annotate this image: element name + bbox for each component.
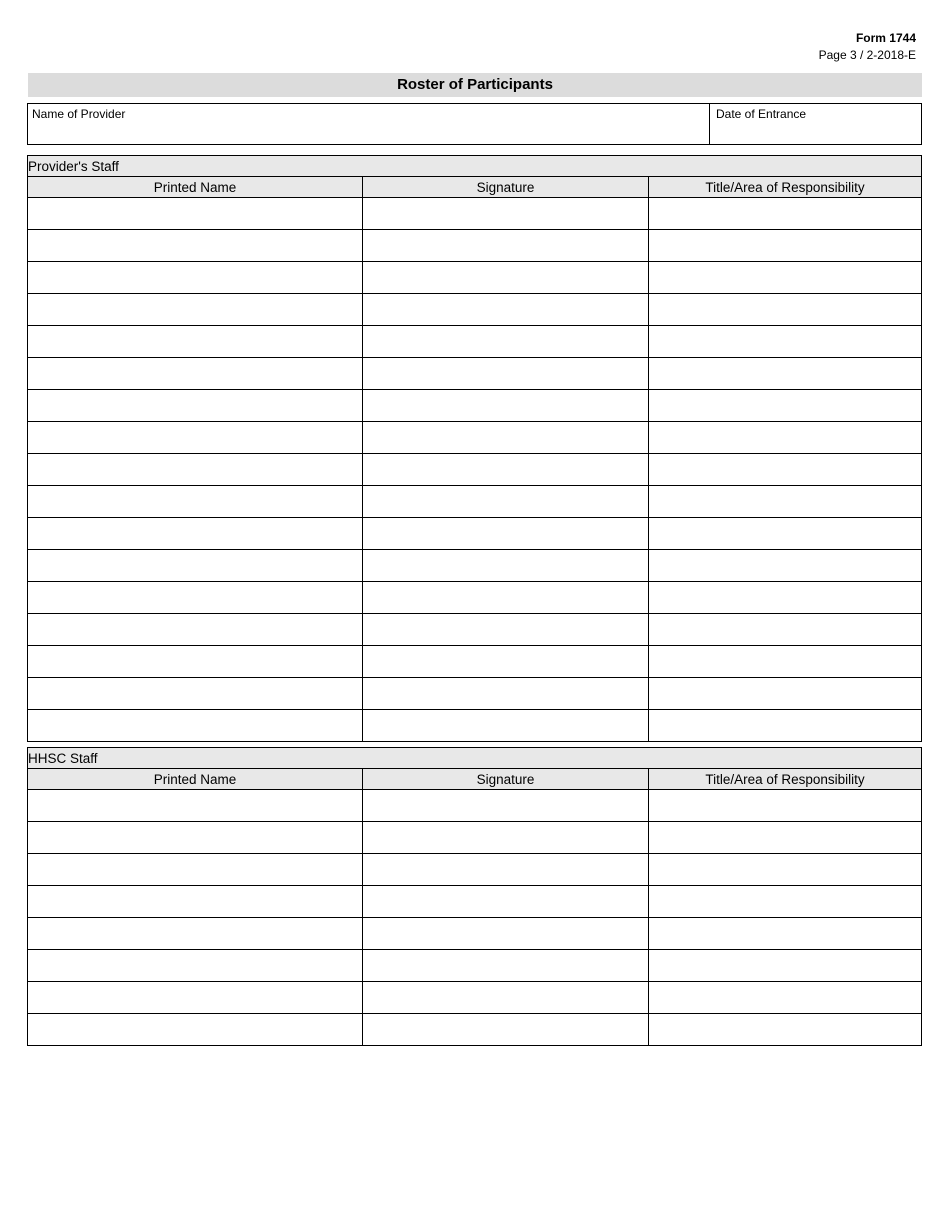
column-header-title: Title/Area of Responsibility [649,769,922,790]
hhsc-staff-table [27,747,922,1046]
printed-name-cell[interactable] [28,326,363,358]
title-cell[interactable] [649,1014,922,1046]
table-row [28,230,922,262]
title-cell[interactable] [649,614,922,646]
printed-name-cell[interactable] [28,422,363,454]
printed-name-cell[interactable] [28,230,363,262]
table-row [28,646,922,678]
printed-name-cell[interactable] [28,790,363,822]
signature-cell[interactable] [363,950,649,982]
title-cell[interactable] [649,550,922,582]
table-row [28,326,922,358]
table-row [28,454,922,486]
signature-cell[interactable] [363,1014,649,1046]
signature-cell[interactable] [363,886,649,918]
title-cell[interactable] [649,790,922,822]
signature-cell[interactable] [363,646,649,678]
signature-cell[interactable] [363,582,649,614]
date-of-entrance-label: Date of Entrance [716,107,807,121]
printed-name-cell[interactable] [28,454,363,486]
signature-cell[interactable] [363,678,649,710]
table-row [28,614,922,646]
printed-name-cell[interactable] [28,198,363,230]
table-row [28,854,922,886]
column-header-printed-name: Printed Name [28,769,363,790]
signature-cell[interactable] [363,550,649,582]
signature-cell[interactable] [363,390,649,422]
printed-name-cell[interactable] [28,1014,363,1046]
signature-cell[interactable] [363,326,649,358]
printed-name-cell[interactable] [28,294,363,326]
table-row [28,198,922,230]
table-row [28,1014,922,1046]
printed-name-cell[interactable] [28,358,363,390]
printed-name-cell[interactable] [28,886,363,918]
printed-name-cell[interactable] [28,390,363,422]
printed-name-cell[interactable] [28,262,363,294]
title-cell[interactable] [649,422,922,454]
title-cell[interactable] [649,294,922,326]
printed-name-cell[interactable] [28,678,363,710]
title-cell[interactable] [649,710,922,742]
signature-cell[interactable] [363,918,649,950]
table-row [28,982,922,1014]
signature-cell[interactable] [363,486,649,518]
table-row [28,710,922,742]
printed-name-cell[interactable] [28,550,363,582]
signature-cell[interactable] [363,982,649,1014]
section-title: Provider's Staff [28,156,922,177]
table-row [28,950,922,982]
table-row [28,486,922,518]
printed-name-cell[interactable] [28,982,363,1014]
column-header-title: Title/Area of Responsibility [649,177,922,198]
printed-name-cell[interactable] [28,854,363,886]
title-cell[interactable] [649,486,922,518]
signature-cell[interactable] [363,854,649,886]
title-cell[interactable] [649,646,922,678]
form-number: Form 1744 [855,31,916,45]
table-row [28,886,922,918]
printed-name-cell[interactable] [28,518,363,550]
signature-cell[interactable] [363,518,649,550]
table-row [28,262,922,294]
signature-cell[interactable] [363,294,649,326]
title-cell[interactable] [649,582,922,614]
signature-cell[interactable] [363,262,649,294]
signature-cell[interactable] [363,358,649,390]
table-row [28,918,922,950]
column-header-signature: Signature [363,769,649,790]
printed-name-cell[interactable] [28,822,363,854]
printed-name-cell[interactable] [28,614,363,646]
table-row [28,294,922,326]
column-header-printed-name: Printed Name [28,177,363,198]
title-cell[interactable] [649,198,922,230]
title-cell[interactable] [649,950,922,982]
printed-name-cell[interactable] [28,646,363,678]
printed-name-cell[interactable] [28,710,363,742]
table-row [28,358,922,390]
title-cell[interactable] [649,518,922,550]
signature-cell[interactable] [363,790,649,822]
table-row [28,518,922,550]
printed-name-cell[interactable] [28,918,363,950]
table-row [28,422,922,454]
signature-cell[interactable] [363,454,649,486]
signature-cell[interactable] [363,230,649,262]
table-row [28,390,922,422]
table-row [28,822,922,854]
date-of-entrance-field[interactable] [710,104,921,144]
table-row [28,678,922,710]
title-cell[interactable] [649,326,922,358]
table-row [28,790,922,822]
provider-info-box [27,103,922,145]
providers-staff-table [27,155,922,742]
table-row [28,550,922,582]
title-cell[interactable] [649,358,922,390]
title-cell[interactable] [649,390,922,422]
title-cell[interactable] [649,230,922,262]
title-cell[interactable] [649,854,922,886]
title-cell[interactable] [649,886,922,918]
section-title: HHSC Staff [28,748,922,769]
title-cell[interactable] [649,678,922,710]
signature-cell[interactable] [363,422,649,454]
provider-name-field[interactable] [28,104,710,144]
column-header-signature: Signature [363,177,649,198]
title-cell[interactable] [649,262,922,294]
printed-name-cell[interactable] [28,950,363,982]
signature-cell[interactable] [363,822,649,854]
printed-name-cell[interactable] [28,582,363,614]
page-title: Roster of Participants [28,73,922,97]
provider-name-label: Name of Provider [32,107,126,121]
title-cell[interactable] [649,822,922,854]
title-cell[interactable] [649,918,922,950]
signature-cell[interactable] [363,614,649,646]
title-cell[interactable] [649,982,922,1014]
printed-name-cell[interactable] [28,486,363,518]
table-row [28,582,922,614]
page-info: Page 3 / 2-2018-E [818,48,916,62]
signature-cell[interactable] [363,198,649,230]
title-cell[interactable] [649,454,922,486]
signature-cell[interactable] [363,710,649,742]
